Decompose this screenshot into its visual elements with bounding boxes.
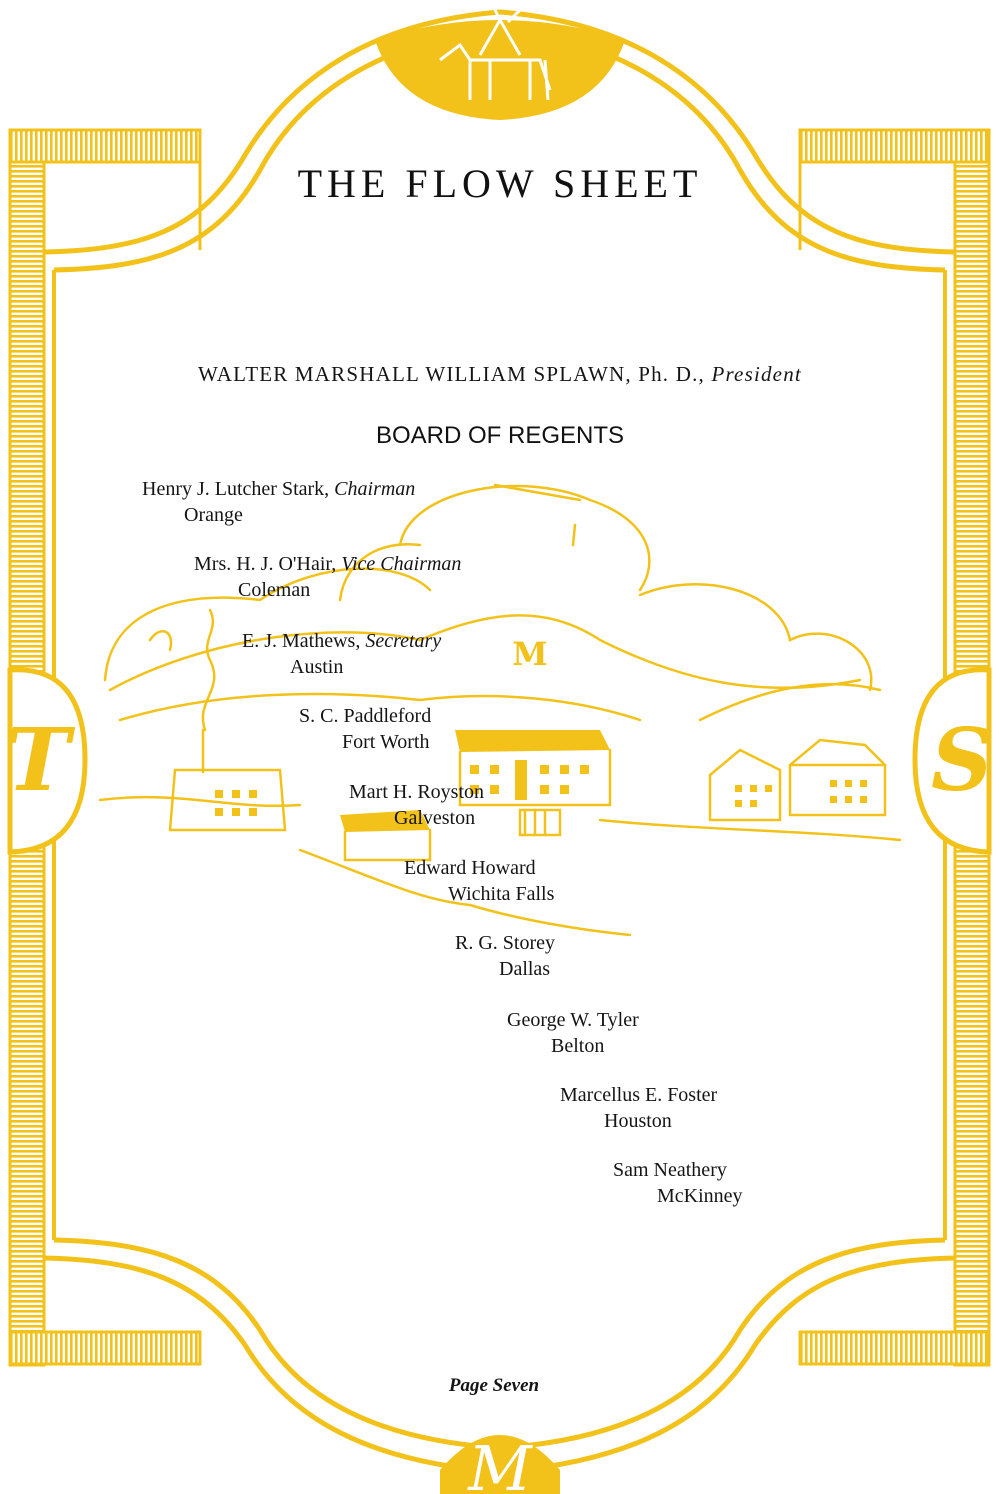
member-role: Secretary [365, 630, 442, 652]
member-name: Marcellus E. Foster [560, 1084, 718, 1106]
president-role: President [711, 362, 802, 386]
page-number: Page Seven [448, 1375, 540, 1396]
member-name: R. G. Storey [455, 932, 555, 954]
member-city: Belton [551, 1035, 605, 1057]
member-name: Sam Neathery [613, 1159, 727, 1181]
member-city: Coleman [238, 579, 311, 601]
president-line [0, 362, 1000, 387]
member-role: Vice Chairman [341, 553, 462, 575]
member-city: Dallas [499, 958, 551, 980]
president-name: WALTER MARSHALL WILLIAM SPLAWN, Ph. D., [198, 362, 705, 386]
right-medallion [915, 670, 993, 852]
member-entry [349, 779, 484, 831]
member-entry [404, 855, 554, 907]
top-medallion [375, 8, 625, 120]
member-city: Orange [184, 504, 243, 526]
member-city: Austin [290, 656, 344, 678]
hill-letter-icon: M [512, 635, 548, 673]
left-medallion [6, 670, 85, 852]
member-entry [142, 476, 415, 528]
member-name: George W. Tyler [507, 1009, 639, 1031]
member-name: Mrs. H. J. O'Hair, [194, 553, 337, 575]
member-name: Edward Howard [404, 857, 536, 879]
right-monogram-icon: S [930, 710, 994, 811]
member-entry [299, 703, 431, 755]
member-entry [507, 1007, 639, 1059]
member-city: Galveston [394, 807, 476, 829]
bottom-monogram-icon: M [468, 1432, 532, 1494]
member-name: E. J. Mathews, [242, 630, 361, 652]
member-entry [194, 551, 461, 603]
member-name: S. C. Paddleford [299, 705, 432, 727]
member-entry [613, 1157, 743, 1209]
member-entry [560, 1082, 717, 1134]
left-monogram-icon: T [6, 710, 70, 811]
member-name: Mart H. Royston [349, 781, 484, 803]
member-city: Wichita Falls [448, 883, 555, 905]
member-role: Chairman [334, 478, 416, 500]
member-city: Fort Worth [342, 731, 430, 753]
member-name: Henry J. Lutcher Stark, [142, 478, 330, 500]
page-title: THE FLOW SHEET [297, 161, 703, 206]
member-entry [242, 628, 441, 680]
member-city: McKinney [657, 1185, 743, 1207]
board-heading: BOARD OF REGENTS [375, 422, 625, 449]
member-entry [455, 930, 555, 982]
member-city: Houston [604, 1110, 672, 1132]
